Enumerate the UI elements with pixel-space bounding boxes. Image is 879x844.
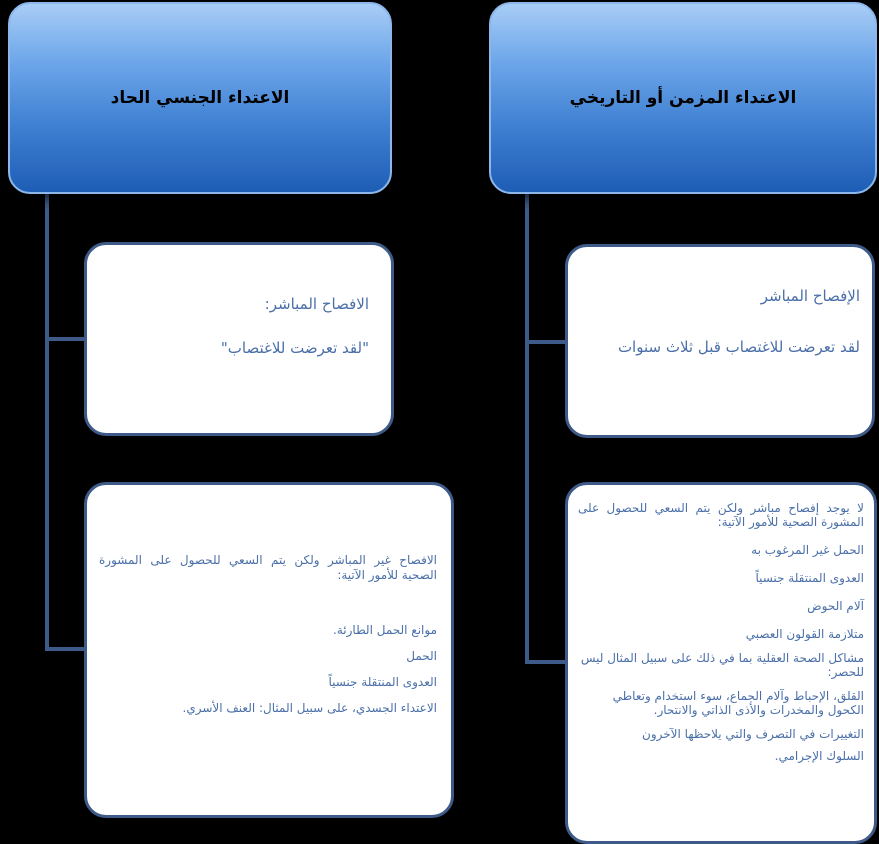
chronic-indirect-item: التغييرات في التصرف والتي يلاحظها الآخرون (642, 727, 864, 741)
header-chronic (489, 2, 877, 194)
chronic-direct-disclosure-box (565, 244, 875, 438)
header-chronic-label: الاعتداء المزمن أو التاريخي (569, 88, 797, 108)
chronic-direct-title: الإفصاح المباشر (760, 287, 860, 305)
chronic-indirect-item: القلق، الإحباط وآلام الجماع، سوء استخدام وتعاطي الكحول والمخدرات والأذى الذاتي والانتحار. (612, 689, 864, 717)
chronic-indirect-item: العدوى المنتقلة جنسياً (755, 571, 864, 585)
left-connector-branch-1 (45, 337, 87, 341)
left-connector-branch-2 (45, 647, 87, 651)
chronic-indirect-item: متلازمة القولون العصبي (745, 627, 864, 641)
chronic-indirect-item: مشاكل الصحة العقلية بما في ذلك على سبيل المثال ليس للحصر: (580, 651, 864, 679)
right-connector-trunk (525, 192, 529, 664)
acute-indirect-item: الحمل (406, 649, 437, 663)
chronic-indirect-intro: لا يوجد إفصاح مباشر ولكن يتم السعي للحصول على المشورة الصحية للأمور الآتية: (578, 501, 864, 529)
chronic-indirect-disclosure-box (565, 482, 877, 844)
right-connector-branch-2 (525, 660, 567, 664)
left-connector-trunk (45, 192, 49, 651)
acute-indirect-disclosure-box (84, 482, 454, 818)
acute-indirect-item: الاعتداء الجسدي، على سبيل المثال: العنف الأسري. (182, 701, 437, 715)
acute-indirect-item: موانع الحمل الطارئة. (333, 623, 437, 637)
chronic-indirect-item: آلام الحوض (807, 599, 864, 613)
acute-direct-disclosure-box (84, 242, 394, 436)
acute-direct-title: الافصاح المباشر: (264, 295, 369, 313)
chronic-indirect-item: الحمل غير المرغوب به (751, 543, 864, 557)
header-acute (8, 2, 392, 194)
chronic-direct-text: لقد تعرضت للاغتصاب قبل ثلاث سنوات (617, 338, 860, 356)
acute-direct-quote: "لقد تعرضت للاغتصاب" (220, 339, 369, 357)
acute-indirect-intro: الافصاح غير المباشر ولكن يتم السعي للحصول على المشورة الصحية للأمور الآتية: (99, 553, 437, 582)
header-acute-label: الاعتداء الجنسي الحاد (110, 88, 290, 108)
acute-indirect-item: العدوى المنتقلة جنسياً (328, 675, 437, 689)
right-connector-branch-1 (525, 340, 567, 344)
chronic-indirect-item: السلوك الإجرامي. (774, 749, 864, 763)
